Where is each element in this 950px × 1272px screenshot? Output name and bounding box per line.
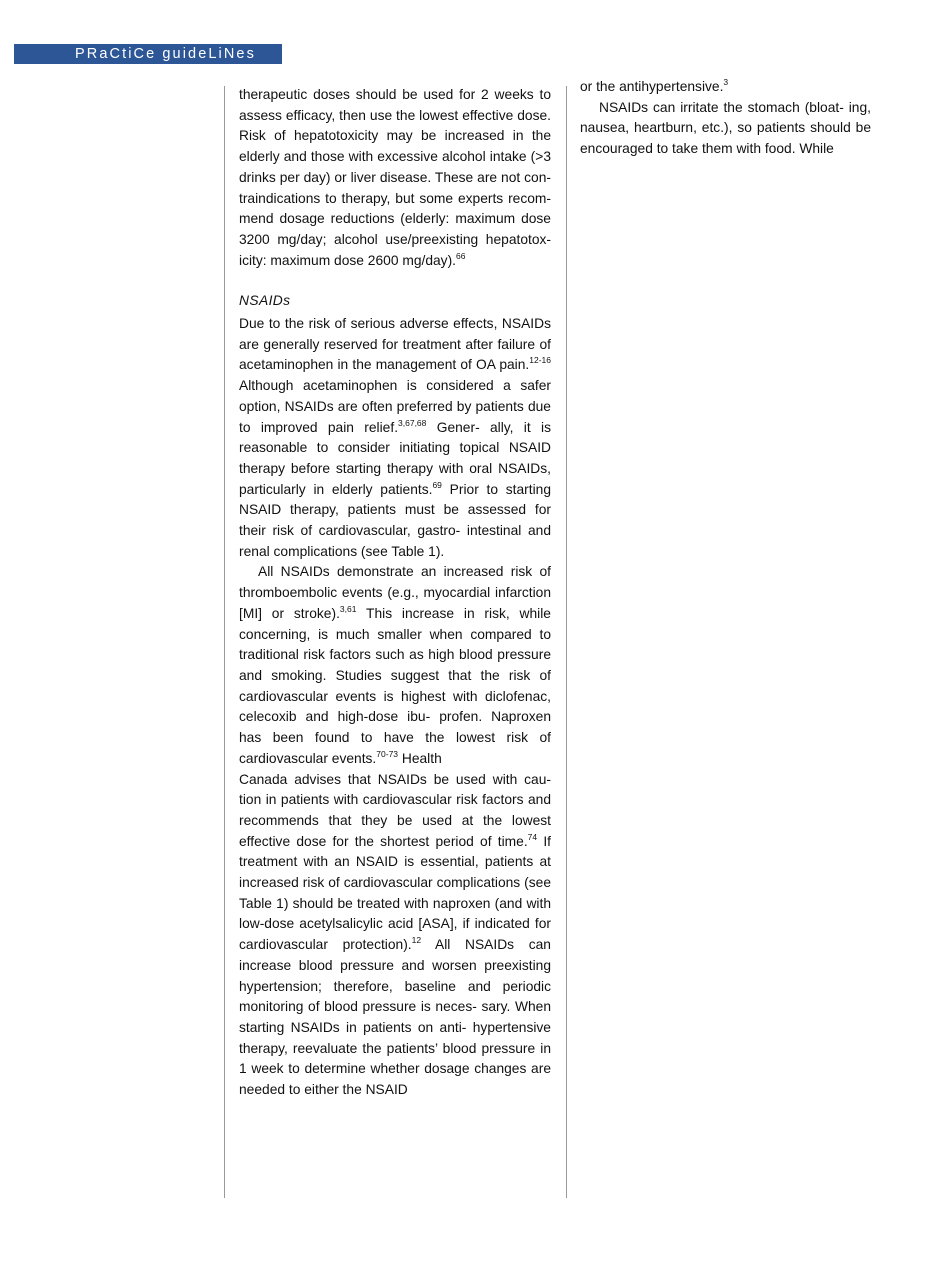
paragraph-thromboembolic-risk [239,562,551,769]
paragraph-text: All NSAIDs demonstrate an increased risk of thromboembolic events (e.g., myocardial infarction [MI] or stroke). [239,564,551,621]
paragraph-antihypertensive-continuation [580,77,871,98]
paragraph-text: Health [398,750,442,766]
right-text-column [580,77,871,160]
reference-superscript: 3,67,68 [398,417,427,428]
reference-superscript: 12 [411,935,422,946]
section-subheading: NSAIDs [239,293,291,309]
reference-superscript: 3,61 [339,603,357,614]
paragraph-text: This increase in risk, while concerning, is much smaller when compared to traditional risk factors such as high blood pressure and smoking. Studies suggest that the risk of cardiovascular events is highest with diclofenac, celecoxib and high-dose ibu- profen. Naproxen has been found to have the lowest risk of cardiovascular events. [239,605,551,766]
paragraph-text: NSAIDs can irritate the stomach (bloat- ing, nausea, heartburn, etc.), so patients should be encouraged to take them with food. While [580,99,871,157]
paragraph-text: Canada advises that NSAIDs be used with cau- tion in patients with cardiovascular risk factors and recommends that they be used at the lowest effective dose for the shortest period of time. [239,771,551,849]
paragraph-text: Gener- ally, it is reasonable to consider initiating topical NSAID therapy before starting therapy with oral NSAIDs, particularly in elderly patients. [239,419,551,497]
paragraph-text: All NSAIDs can increase blood pressure and worsen preexisting hypertension; therefore, baseline and periodic monitoring of blood pressure is neces- sary. When starting NSAIDs in patients on anti- hypertensive therapy, reevaluate the patients’ blood pressure in 1 week to determine whether dosage changes are needed to either the NSAID [239,937,551,1098]
paragraph-stomach-irritation [580,98,871,160]
reference-superscript: 74 [527,831,538,842]
paragraph-text: Prior to starting NSAID therapy, patients must be assessed for their risk of cardiovascular, gastro- intestinal and renal complications (see Table 1). [239,481,551,559]
paragraph-text: Although acetaminophen is considered a safer option, NSAIDs are often preferred by patients due to improved pain relief. [239,378,551,435]
reference-superscript: 3 [723,77,729,87]
left-column-rule [224,86,225,1198]
reference-superscript: 69 [432,479,442,490]
section-banner [14,44,282,64]
left-text-column [239,85,551,1101]
paragraph-text: Due to the risk of serious adverse effects, NSAIDs are generally reserved for treatment after failure of acetaminophen in the management of OA pain. [239,316,551,373]
paragraph-text: or the antihypertensive. [580,79,724,94]
section-label: PRaCtiCe guideLiNes [75,46,256,62]
paragraph-acetaminophen-dosing [239,85,551,271]
reference-superscript: 70-73 [376,748,399,759]
paragraph-nsaids-intro [239,314,551,562]
paragraph-text: If treatment with an NSAID is essential, patients at increased risk of cardiovascular complications (see Table 1) should be treated with naproxen (and with low-dose acetylsalicylic acid [ASA], if indicated for cardiovascular protection). [239,833,552,953]
reference-superscript: 12-16 [529,355,551,366]
column-divider-rule [566,86,567,1198]
reference-superscript: 66 [456,250,466,261]
paragraph-health-canada-advice [239,770,551,1101]
paragraph-text: therapeutic doses should be used for 2 weeks to assess efficacy, then use the lowest effective dose. Risk of hepatotoxicity may be increased in the elderly and those with excessive alcohol intake (>3 drinks per day) or liver disease. These are not con- traindications to therapy, but some experts recom- mend dosage reductions (elderly: maximum dose 3200 mg/day; alcohol use/preexisting hepatotox- icity: maximum dose 2600 mg/day). [239,87,551,268]
